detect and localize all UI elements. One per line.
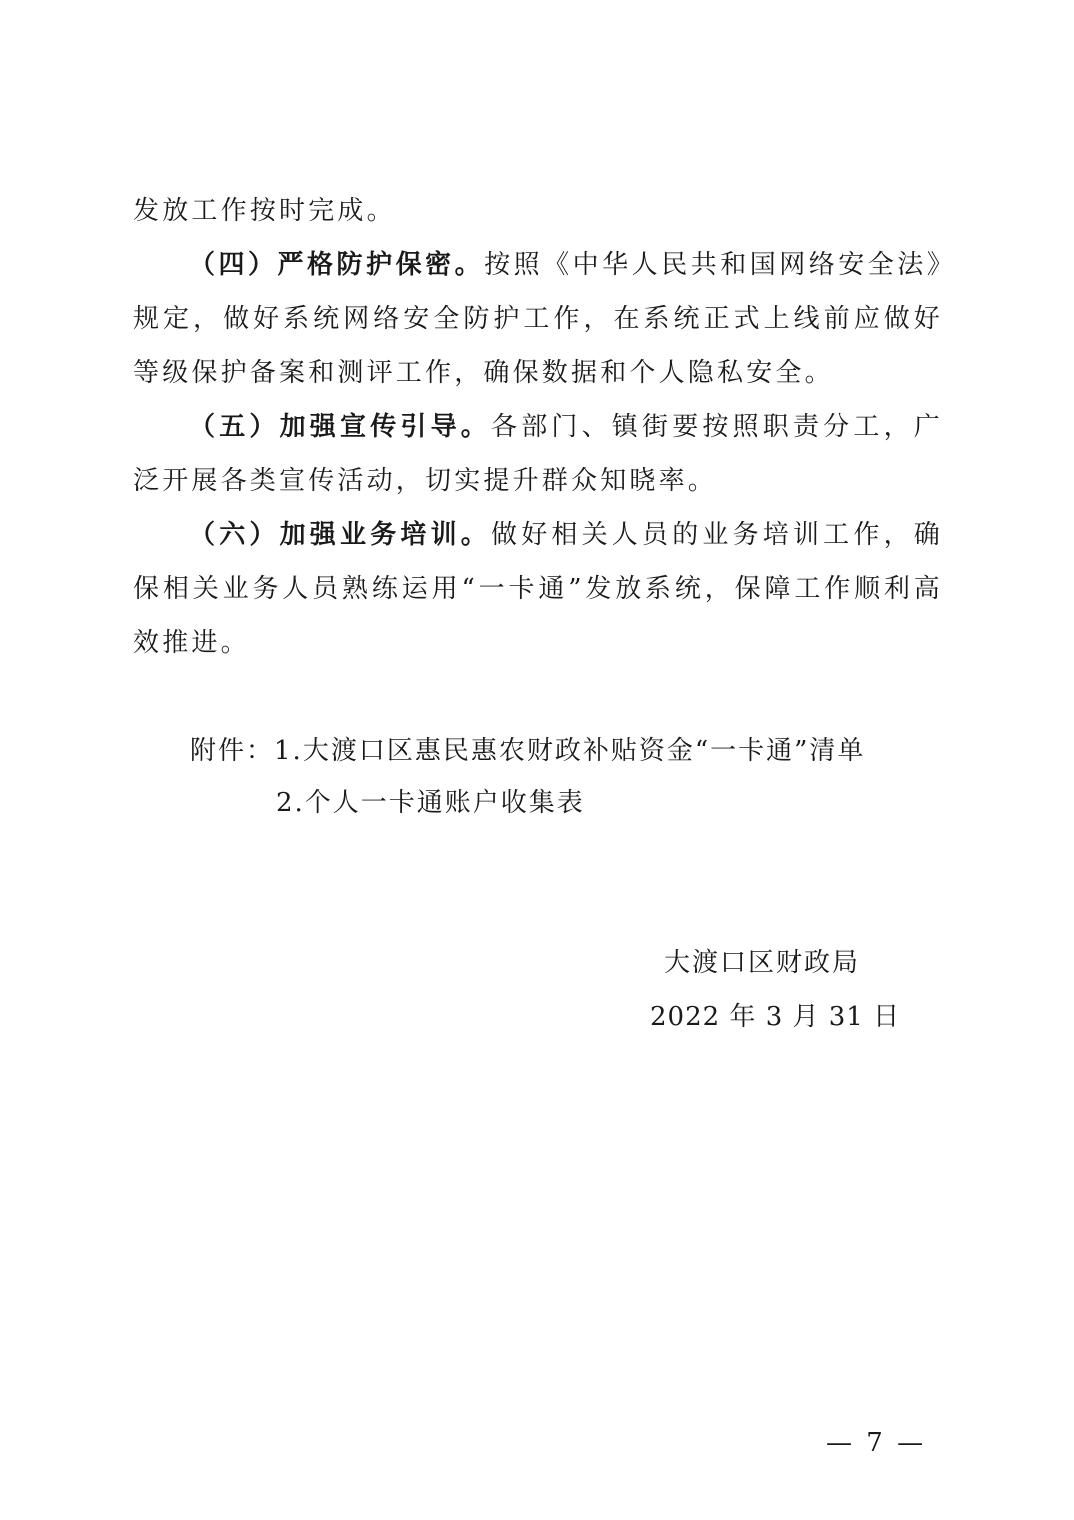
item-5-heading: （五）加强宣传引导。 bbox=[189, 412, 491, 442]
signature-date: 2022 年 3 月 31 日 bbox=[650, 1002, 901, 1032]
attachment-item-1: 1.大渡口区惠民惠农财政补贴资金“一卡通”清单 bbox=[274, 736, 866, 766]
paragraph-item-5 bbox=[133, 400, 943, 508]
signature-organization: 大渡口区财政局 bbox=[664, 948, 861, 978]
attachment-row-2 bbox=[190, 777, 865, 829]
paragraph-continuation bbox=[133, 184, 943, 238]
item-6-heading: （六）加强业务培训。 bbox=[189, 520, 491, 550]
page-number: — 7 — bbox=[826, 1428, 927, 1458]
item-6-text: 做好相关人员的业务培训工作，确保相关业务人员熟练运用“一卡通”发放系统，保障工作顺利高效推进。 bbox=[133, 520, 943, 658]
paragraph-item-4 bbox=[133, 238, 943, 400]
paragraph-item-6 bbox=[133, 508, 943, 670]
item-4-text: 按照《中华人民共和国网络安全法》规定，做好系统网络安全防护工作，在系统正式上线前应做好等级保护备案和测评工作，确保数据和个人隐私安全。 bbox=[133, 250, 943, 388]
paragraph-continuation-text: 发放工作按时完成。 bbox=[133, 196, 396, 226]
body-text bbox=[133, 184, 943, 670]
attachments-section bbox=[190, 725, 865, 829]
item-4-heading: （四）严格防护保密。 bbox=[189, 250, 485, 280]
item-5-text: 各部门、镇街要按照职责分工，广泛开展各类宣传活动，切实提升群众知晓率。 bbox=[133, 412, 943, 496]
attachment-item-2: 2.个人一卡通账户收集表 bbox=[276, 788, 585, 818]
attachments-label: 附件： bbox=[190, 736, 275, 766]
attachment-row-1 bbox=[190, 725, 865, 777]
signature-block bbox=[620, 936, 910, 1044]
